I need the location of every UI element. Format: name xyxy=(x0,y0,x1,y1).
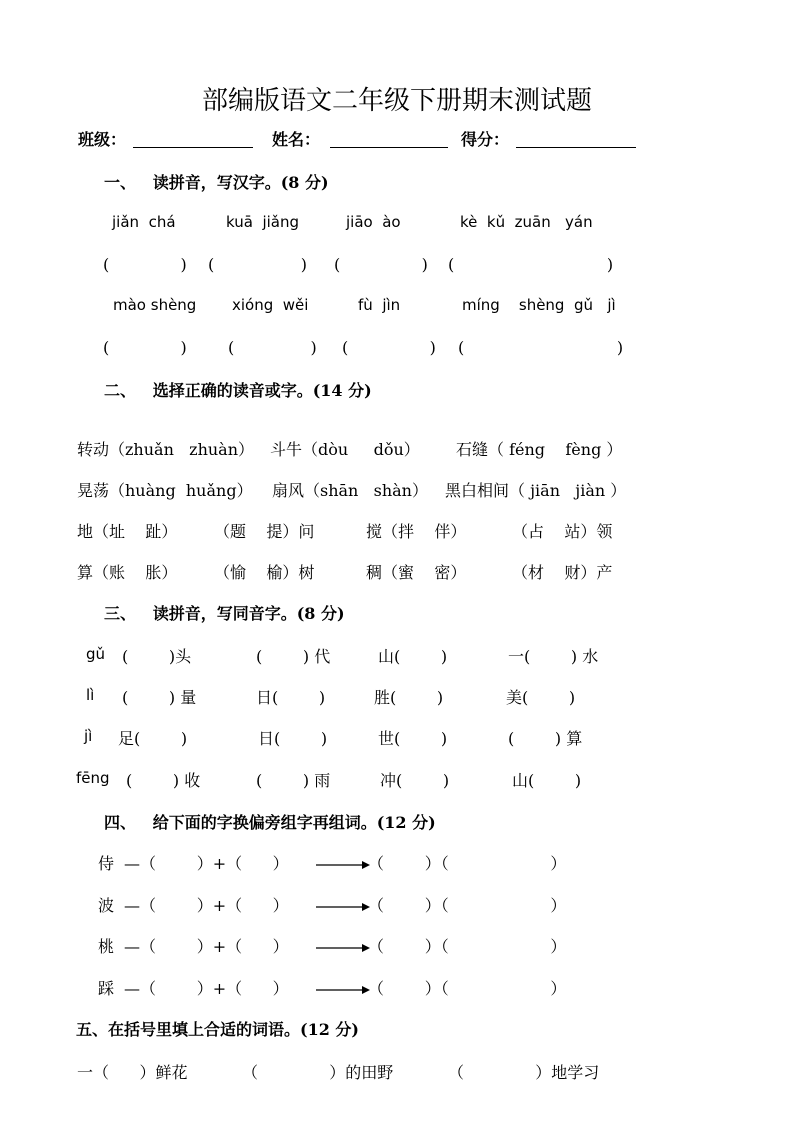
pinyin-item: lì xyxy=(86,686,95,704)
answer-paren[interactable]: ( ) xyxy=(228,338,317,357)
homophone-blank[interactable]: 世( ) xyxy=(378,729,448,748)
pinyin-item: fēng xyxy=(76,769,110,787)
answer-paren[interactable]: ( ) xyxy=(103,338,187,357)
choice-item[interactable]: 算（账 胀） xyxy=(77,563,178,582)
homophone-blank[interactable]: ( ) 代 xyxy=(256,647,331,666)
choice-item[interactable]: （占 站）领 xyxy=(512,522,613,541)
arrow-icon xyxy=(316,943,370,953)
homophone-blank[interactable]: ( ) 雨 xyxy=(256,771,331,790)
score-label: 得分： xyxy=(461,130,510,149)
score-blank[interactable] xyxy=(516,133,636,148)
fill-word-item[interactable]: （ ）的田野 xyxy=(242,1063,394,1082)
radical-formula[interactable]: —（ ）+（ ） xyxy=(124,896,289,915)
choice-item[interactable]: 晃荡（huàng huǎng） xyxy=(77,481,253,500)
choice-item[interactable]: （题 提）问 xyxy=(214,522,315,541)
word-answer[interactable]: （ ）（ ） xyxy=(368,937,567,956)
name-blank[interactable] xyxy=(330,133,448,148)
fill-word-item[interactable]: （ ）地学习 xyxy=(448,1063,600,1082)
fill-word-item[interactable]: 一（ ）鲜花 xyxy=(77,1063,188,1082)
pinyin-item: kuā jiǎng xyxy=(226,213,300,231)
pinyin-item: fù jìn xyxy=(358,296,401,314)
choice-item[interactable]: 黑白相间（ jiān jiàn ） xyxy=(445,481,627,500)
pinyin-item: jì xyxy=(84,727,93,745)
answer-paren[interactable]: ( ) xyxy=(342,338,436,357)
pinyin-item: xióng wěi xyxy=(232,296,309,314)
arrow-icon xyxy=(316,860,370,870)
radical-char: 踩 xyxy=(98,979,115,998)
choice-item[interactable]: （材 财）产 xyxy=(512,563,613,582)
section3-heading: 三、 读拼音，写同音字。(8 分) xyxy=(104,604,345,623)
homophone-blank[interactable]: 山( ) xyxy=(378,647,448,666)
homophone-blank[interactable]: 冲( ) xyxy=(380,771,450,790)
choice-item[interactable]: 搅（拌 伴） xyxy=(366,522,467,541)
homophone-blank[interactable]: ( )头 xyxy=(122,647,192,666)
homophone-blank[interactable]: 日( ) xyxy=(258,729,328,748)
homophone-blank[interactable]: 日( ) xyxy=(256,688,326,707)
word-answer[interactable]: （ ）（ ） xyxy=(368,854,567,873)
radical-char: 波 xyxy=(98,896,115,915)
pinyin-item: mào shèng xyxy=(113,296,197,314)
class-label: 班级： xyxy=(78,130,127,149)
section1-heading: 一、 读拼音，写汉字。(8 分) xyxy=(104,173,329,192)
radical-char: 桃 xyxy=(98,937,115,956)
arrow-icon xyxy=(316,985,370,995)
page-title: 部编版语文二年级下册期末测试题 xyxy=(201,86,592,116)
word-answer[interactable]: （ ）（ ） xyxy=(368,896,567,915)
answer-paren[interactable]: ( ) xyxy=(334,255,428,274)
pinyin-item: jiāo ào xyxy=(346,213,401,231)
homophone-blank[interactable]: ( ) 算 xyxy=(508,729,583,748)
choice-item[interactable]: 斗牛（dòu dǒu） xyxy=(270,440,420,459)
radical-char: 侍 xyxy=(98,854,115,873)
choice-item[interactable]: 石缝（ féng fèng ） xyxy=(456,440,623,459)
homophone-blank[interactable]: 美( ) xyxy=(506,688,576,707)
section5-heading: 五、在括号里填上合适的词语。(12 分) xyxy=(76,1020,359,1039)
class-blank[interactable] xyxy=(133,133,253,148)
word-answer[interactable]: （ ）（ ） xyxy=(368,979,567,998)
choice-item[interactable]: （愉 榆）树 xyxy=(214,563,315,582)
homophone-blank[interactable]: ( ) 收 xyxy=(126,771,201,790)
choice-item[interactable]: 转动（zhuǎn zhuàn） xyxy=(77,440,255,459)
radical-formula[interactable]: —（ ）+（ ） xyxy=(124,854,289,873)
section2-heading: 二、 选择正确的读音或字。(14 分) xyxy=(104,381,372,400)
radical-formula[interactable]: —（ ）+（ ） xyxy=(124,979,289,998)
choice-item[interactable]: 稠（蜜 密） xyxy=(366,563,467,582)
homophone-blank[interactable]: 足( ) xyxy=(118,729,188,748)
homophone-blank[interactable]: 胜( ) xyxy=(374,688,444,707)
arrow-icon xyxy=(316,902,370,912)
answer-paren[interactable]: ( ) xyxy=(208,255,307,274)
choice-item[interactable]: 扇风（shān shàn） xyxy=(272,481,428,500)
pinyin-item: jiǎn chá xyxy=(112,213,176,231)
answer-paren[interactable]: ( ) xyxy=(448,255,614,274)
pinyin-item: míng shèng gǔ jì xyxy=(462,296,616,314)
pinyin-item: gǔ xyxy=(86,645,106,663)
homophone-blank[interactable]: 山( ) xyxy=(512,771,582,790)
radical-formula[interactable]: —（ ）+（ ） xyxy=(124,937,289,956)
homophone-blank[interactable]: ( ) 量 xyxy=(122,688,197,707)
answer-paren[interactable]: ( ) xyxy=(103,255,187,274)
answer-paren[interactable]: ( ) xyxy=(458,338,624,357)
choice-item[interactable]: 地（址 趾） xyxy=(77,522,178,541)
homophone-blank[interactable]: 一( ) 水 xyxy=(508,647,599,666)
pinyin-item: kè kǔ zuān yán xyxy=(460,213,593,231)
section4-heading: 四、 给下面的字换偏旁组字再组词。(12 分) xyxy=(104,813,436,832)
name-label: 姓名： xyxy=(272,130,321,149)
